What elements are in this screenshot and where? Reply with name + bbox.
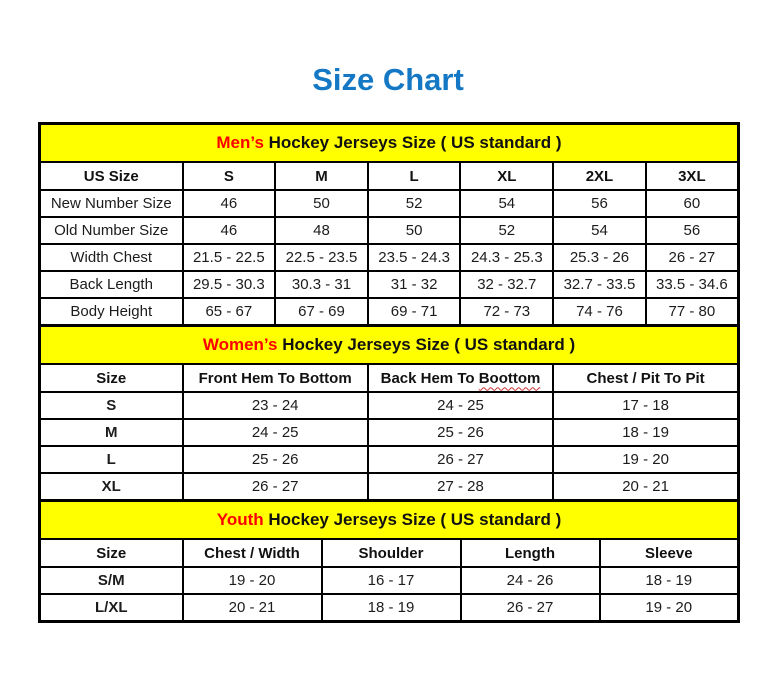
- womens-band-highlight: Women’s: [202, 335, 278, 354]
- column-header: Back Hem To Boottom: [368, 364, 553, 392]
- size-value-cell: 46: [183, 217, 276, 244]
- row-label-cell: Body Height: [40, 298, 183, 326]
- size-tables-container: [38, 122, 737, 623]
- size-value-cell: 18 - 19: [600, 567, 739, 594]
- youth-band-title: [40, 501, 739, 540]
- size-value-cell: 23 - 24: [183, 392, 368, 419]
- youth-band-row: [40, 501, 739, 540]
- size-value-cell: 56: [646, 217, 739, 244]
- size-value-cell: 20 - 21: [553, 473, 738, 501]
- size-value-cell: 30.3 - 31: [275, 271, 368, 298]
- row-label-cell: S: [40, 392, 183, 419]
- size-value-cell: 31 - 32: [368, 271, 461, 298]
- youth-band-rest: Hockey Jerseys Size ( US standard ): [263, 510, 562, 529]
- size-value-cell: 21.5 - 22.5: [183, 244, 276, 271]
- column-header: Size: [40, 539, 183, 567]
- column-header: Front Hem To Bottom: [183, 364, 368, 392]
- table-row: [40, 392, 739, 419]
- size-value-cell: 18 - 19: [322, 594, 461, 622]
- size-value-cell: 54: [553, 217, 646, 244]
- size-value-cell: 50: [368, 217, 461, 244]
- size-value-cell: 24.3 - 25.3: [460, 244, 553, 271]
- size-value-cell: 48: [275, 217, 368, 244]
- size-value-cell: 46: [183, 190, 276, 217]
- size-value-cell: 54: [460, 190, 553, 217]
- column-header: Shoulder: [322, 539, 461, 567]
- mens-header-row: [40, 162, 739, 190]
- row-label-cell: M: [40, 419, 183, 446]
- row-label-cell: XL: [40, 473, 183, 501]
- size-value-cell: 26 - 27: [368, 446, 553, 473]
- size-value-cell: 24 - 25: [183, 419, 368, 446]
- size-value-cell: 67 - 69: [275, 298, 368, 326]
- size-value-cell: 74 - 76: [553, 298, 646, 326]
- column-header: 3XL: [646, 162, 739, 190]
- size-value-cell: 19 - 20: [600, 594, 739, 622]
- size-value-cell: 25.3 - 26: [553, 244, 646, 271]
- size-value-cell: 26 - 27: [646, 244, 739, 271]
- size-value-cell: 22.5 - 23.5: [275, 244, 368, 271]
- page-title: Size Chart: [312, 62, 464, 97]
- column-header: S: [183, 162, 276, 190]
- size-value-cell: 77 - 80: [646, 298, 739, 326]
- size-value-cell: 19 - 20: [183, 567, 322, 594]
- size-value-cell: 20 - 21: [183, 594, 322, 622]
- size-value-cell: 33.5 - 34.6: [646, 271, 739, 298]
- row-label-cell: Back Length: [40, 271, 183, 298]
- size-value-cell: 26 - 27: [183, 473, 368, 501]
- column-header: Chest / Width: [183, 539, 322, 567]
- column-header: L: [368, 162, 461, 190]
- womens-band-row: [40, 326, 739, 365]
- size-value-cell: 72 - 73: [460, 298, 553, 326]
- size-value-cell: 52: [368, 190, 461, 217]
- size-value-cell: 69 - 71: [368, 298, 461, 326]
- column-header: M: [275, 162, 368, 190]
- table-row: [40, 244, 739, 271]
- youth-header-row: [40, 539, 739, 567]
- column-header: Chest / Pit To Pit: [553, 364, 738, 392]
- womens-size-table: [38, 324, 740, 502]
- column-header: Sleeve: [600, 539, 739, 567]
- table-row: [40, 473, 739, 501]
- womens-band-rest: Hockey Jerseys Size ( US standard ): [277, 335, 576, 354]
- row-label-cell: L/XL: [40, 594, 183, 622]
- mens-band-rest: Hockey Jerseys Size ( US standard ): [263, 133, 562, 152]
- mens-size-table: [38, 122, 740, 327]
- table-row: [40, 594, 739, 622]
- size-value-cell: 16 - 17: [322, 567, 461, 594]
- table-row: [40, 419, 739, 446]
- size-value-cell: 32 - 32.7: [460, 271, 553, 298]
- row-label-cell: Old Number Size: [40, 217, 183, 244]
- size-value-cell: 19 - 20: [553, 446, 738, 473]
- column-header: Length: [461, 539, 600, 567]
- size-value-cell: 52: [460, 217, 553, 244]
- mens-band-row: [40, 124, 739, 163]
- size-value-cell: 24 - 26: [461, 567, 600, 594]
- table-row: [40, 446, 739, 473]
- row-label-cell: Width Chest: [40, 244, 183, 271]
- column-header: Size: [40, 364, 183, 392]
- column-header: 2XL: [553, 162, 646, 190]
- size-value-cell: 23.5 - 24.3: [368, 244, 461, 271]
- youth-band-highlight: Youth: [216, 510, 264, 529]
- womens-header-row: [40, 364, 739, 392]
- column-header: US Size: [40, 162, 183, 190]
- misspelled-word: Boottom: [478, 369, 541, 387]
- size-value-cell: 32.7 - 33.5: [553, 271, 646, 298]
- size-value-cell: 17 - 18: [553, 392, 738, 419]
- size-value-cell: 50: [275, 190, 368, 217]
- row-label-cell: L: [40, 446, 183, 473]
- size-value-cell: 26 - 27: [461, 594, 600, 622]
- table-row: [40, 567, 739, 594]
- youth-size-table: [38, 499, 740, 623]
- row-label-cell: New Number Size: [40, 190, 183, 217]
- womens-band-title: [40, 326, 739, 365]
- table-row: [40, 190, 739, 217]
- size-value-cell: 60: [646, 190, 739, 217]
- size-value-cell: 25 - 26: [183, 446, 368, 473]
- size-value-cell: 18 - 19: [553, 419, 738, 446]
- table-row: [40, 217, 739, 244]
- row-label-cell: S/M: [40, 567, 183, 594]
- size-value-cell: 24 - 25: [368, 392, 553, 419]
- size-value-cell: 56: [553, 190, 646, 217]
- mens-band-highlight: Men’s: [216, 133, 264, 152]
- size-value-cell: 27 - 28: [368, 473, 553, 501]
- table-row: [40, 298, 739, 326]
- size-value-cell: 25 - 26: [368, 419, 553, 446]
- size-value-cell: 29.5 - 30.3: [183, 271, 276, 298]
- column-header: XL: [460, 162, 553, 190]
- size-value-cell: 65 - 67: [183, 298, 276, 326]
- mens-band-title: [40, 124, 739, 163]
- table-row: [40, 271, 739, 298]
